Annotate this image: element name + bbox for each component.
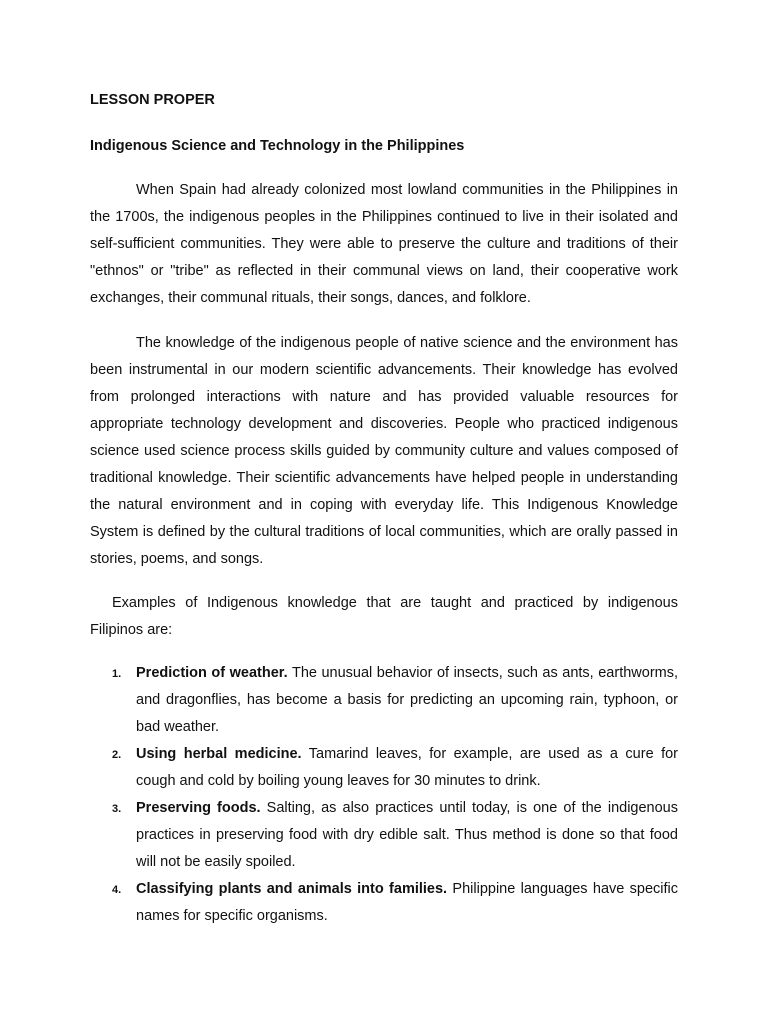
paragraph-indigenous-knowledge: The knowledge of the indigenous people of native science and the environment has been instrumental in our modern scientific advancements. Their knowledge has evolved from prolonged interactions with nature and has provided valuable resources for appropriate technology development and discoveries. People who practiced indigenous science used science process skills guided by community culture and values composed of traditional knowledge. Their scientific advancements have helped people in understanding the natural environment and in coping with everyday life. This Indigenous Knowledge System is defined by the cultural traditions of local communities, which are orally passed in stories, poems, and songs. <box>90 335 678 567</box>
list-item-text: The unusual behavior of insects, such as ants, earthworms, and dragonflies, has become a basis for predicting an upcoming rain, typhoon, or bad weather. <box>136 665 679 735</box>
paragraph-spanish-colonization: When Spain had already colonized most lowland communities in the Philippines in the 1700s, the indigenous peoples in the Philippines continued to live in their isolated and self-sufficient communities. They were able to preserve the culture and traditions of their "ethnos" or "tribe" as reflected in their communal views on land, their cooperative work exchanges, their communal rituals, their songs, dances, and folklore. <box>90 182 678 306</box>
list-item-text: Tamarind leaves, for example, are used as a cure for cough and cold by boiling young leaves for 30 minutes to drink. <box>136 746 678 789</box>
list-item-text: Salting, as also practices until today, is one of the indigenous practices in preserving food with dry edible salt. Thus method is done so that food will not be easily spoiled. <box>136 800 678 870</box>
list-item <box>90 660 678 741</box>
list-item-number: 4. <box>112 884 122 896</box>
list-item-number: 3. <box>112 803 122 815</box>
list-item-term: Classifying plants and animals into families. <box>136 881 448 897</box>
list-item <box>90 876 678 930</box>
list-item-term: Preserving foods. <box>136 800 261 816</box>
list-item-term: Using herbal medicine. <box>136 746 302 762</box>
list-item-term: Prediction of weather. <box>136 665 288 681</box>
examples-list <box>90 660 678 930</box>
list-item-number: 2. <box>112 749 122 761</box>
list-item <box>90 741 678 795</box>
paragraph-examples-intro: Examples of Indigenous knowledge that are taught and practiced by indigenous Filipinos are: <box>90 595 678 638</box>
list-item-text: Philippine languages have specific names for specific organisms. <box>136 881 679 924</box>
list-item <box>90 795 678 876</box>
document-title: Indigenous Science and Technology in the Philippines <box>90 138 465 154</box>
list-item-number: 1. <box>112 668 122 680</box>
document-page <box>90 0 678 1024</box>
lesson-heading: LESSON PROPER <box>90 92 215 108</box>
